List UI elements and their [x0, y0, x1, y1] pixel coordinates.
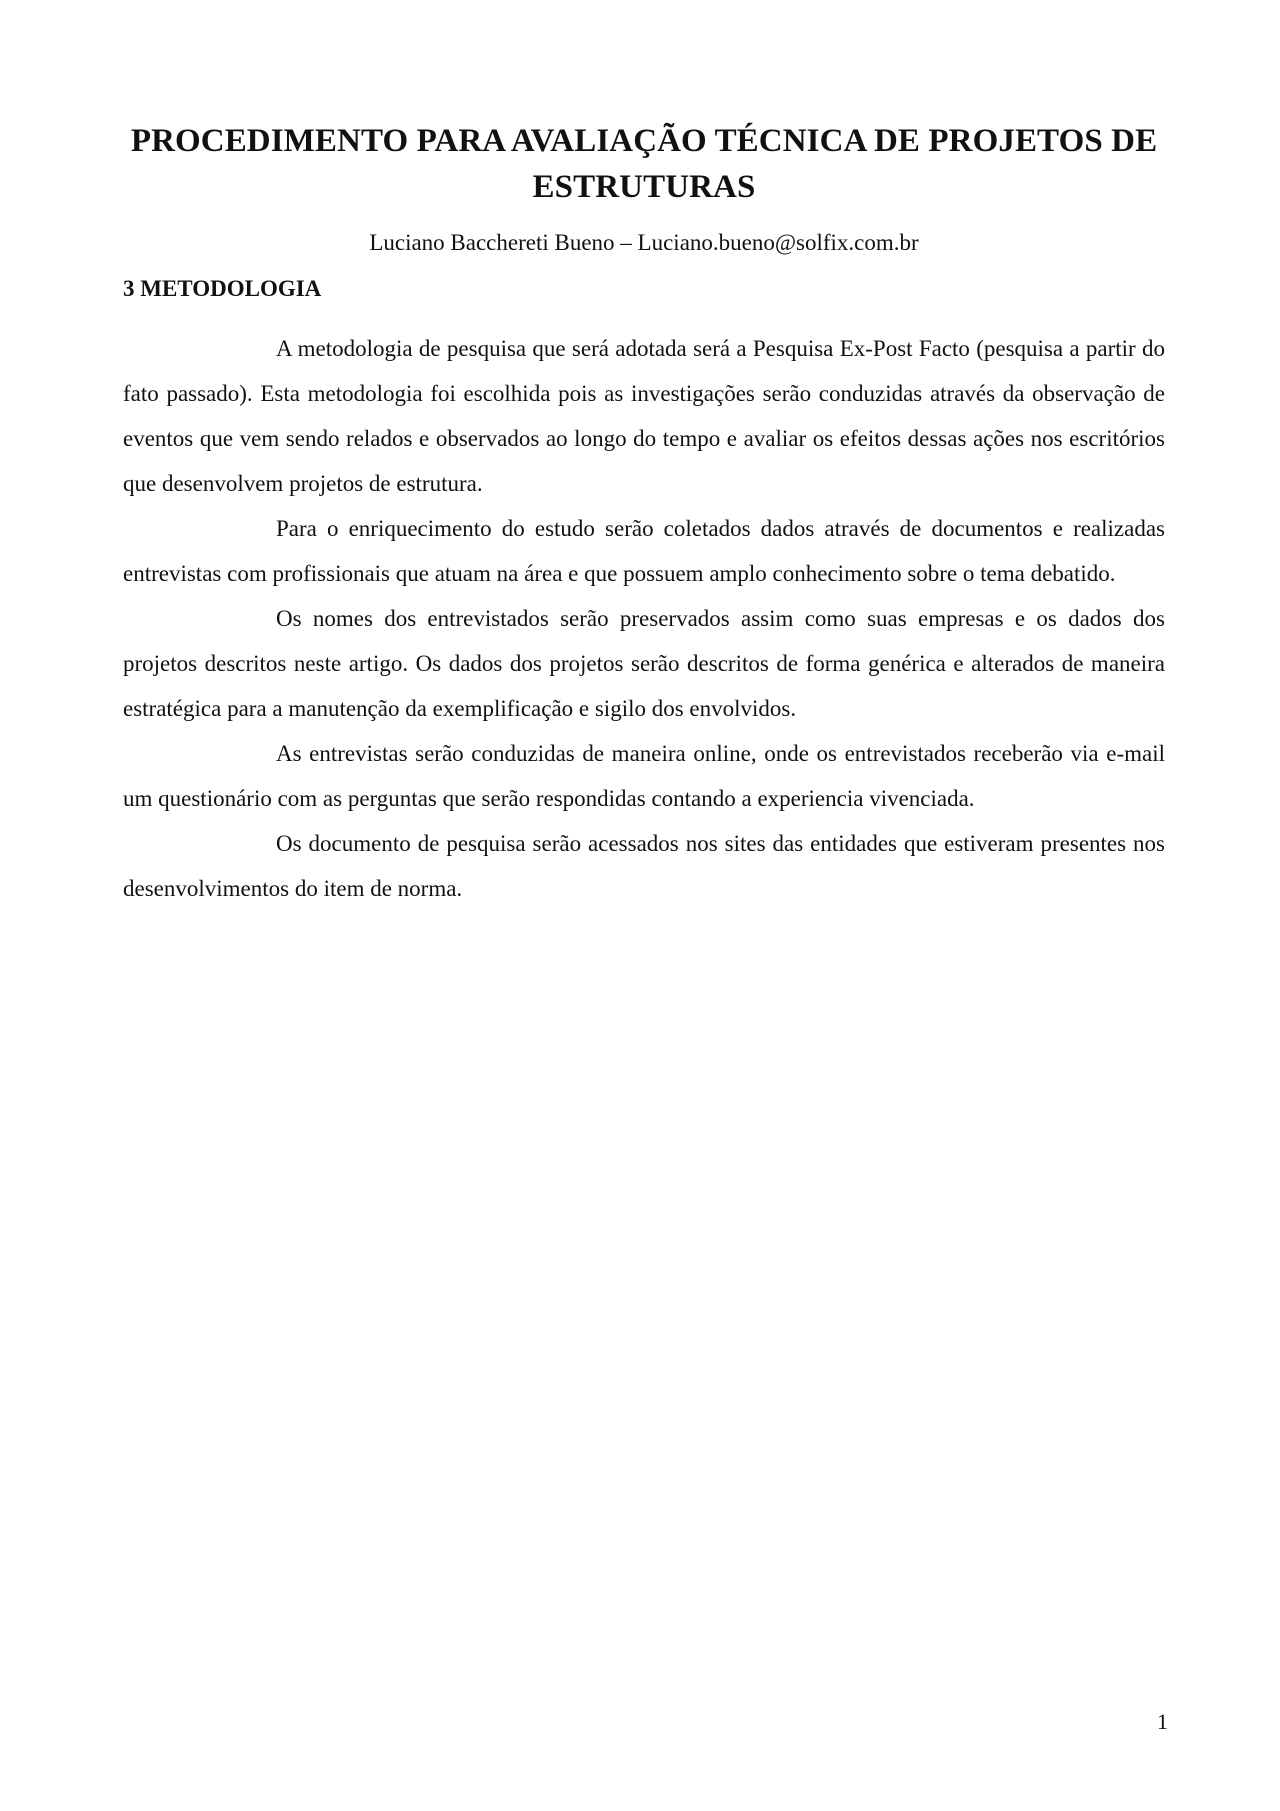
document-title: PROCEDIMENTO PARA AVALIAÇÃO TÉCNICA DE PROJETOS DE ESTRUTURAS — [130, 123, 1158, 205]
page-content — [123, 118, 1165, 911]
body-paragraph: A metodologia de pesquisa que será adotada será a Pesquisa Ex-Post Facto (pesquisa a partir do fato passado). Esta metodologia foi escolhida pois as investigações serão conduzidas através da observação de eventos que vem sendo relados e observados ao longo do tempo e avaliar os efeitos dessas ações nos escritórios que desenvolvem projetos de estrutura. — [123, 336, 1165, 496]
body-paragraph: Para o enriquecimento do estudo serão coletados dados através de documentos e realizadas entrevistas com profissionais que atuam na área e que possuem amplo conhecimento sobre o tema debatido. — [123, 516, 1165, 586]
body-paragraph: Os documento de pesquisa serão acessados nos sites das entidades que estiveram presentes nos desenvolvimentos do item de norma. — [123, 831, 1165, 901]
author-line: Luciano Bacchereti Bueno – Luciano.bueno@solfix.com.br — [369, 230, 919, 255]
body-paragraph: As entrevistas serão conduzidas de maneira online, onde os entrevistados receberão via e-mail um questionário com as perguntas que serão respondidas contando a experiencia vivenciada. — [123, 741, 1165, 811]
section-heading: 3 METODOLOGIA — [123, 276, 322, 301]
body-paragraph: Os nomes dos entrevistados serão preservados assim como suas empresas e os dados dos projetos descritos neste artigo. Os dados dos projetos serão descritos de forma genérica e alterados de maneira estratégica para a manutenção da exemplificação e sigilo dos envolvidos. — [123, 606, 1165, 721]
page-number: 1 — [1157, 1709, 1168, 1734]
